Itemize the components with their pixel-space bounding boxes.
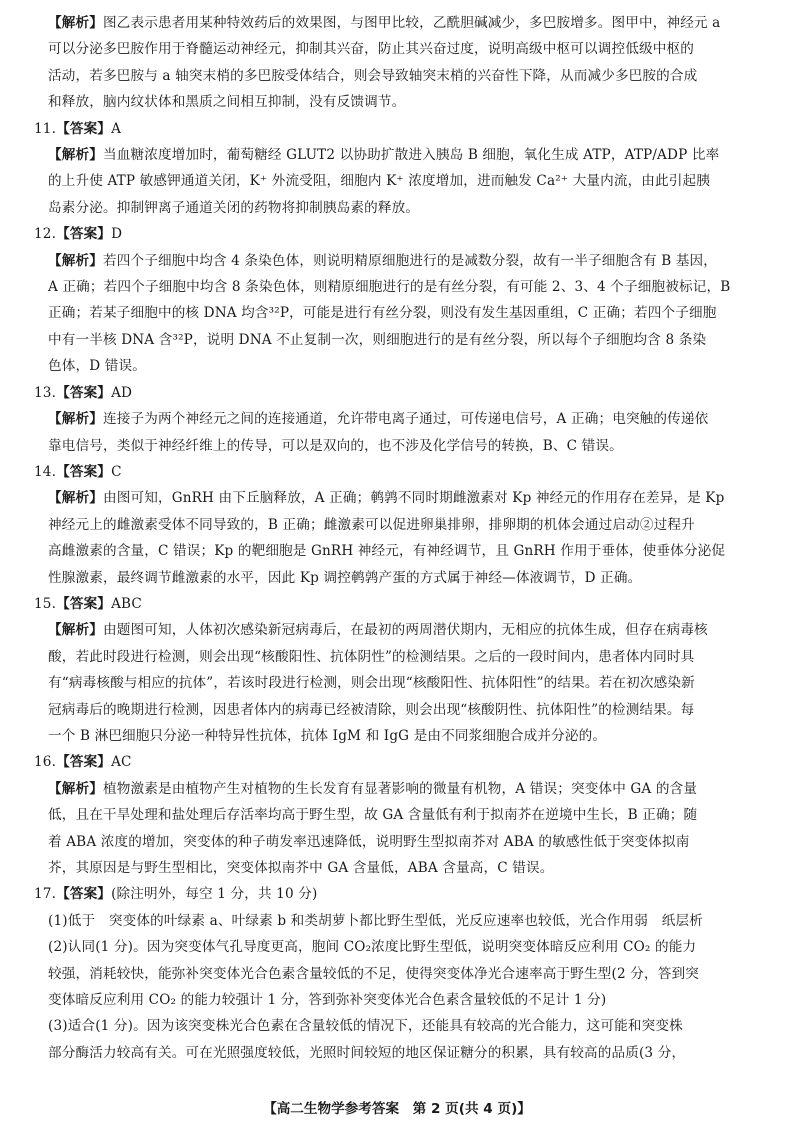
explanation-line: 着 ABA 浓度的增加，突变体的种子萌发率迅速降低，说明野生型拟南芥对 ABA 的敏感性低于突变体拟南 <box>48 833 690 850</box>
answer-tag: 【答案】 <box>56 595 112 612</box>
answer-line <box>34 749 764 775</box>
explanation-text: 植物激素是由植物产生对植物的生长发育有显著影响的微量有机物，A 错误；突变体中 GA 的含量 <box>102 780 698 797</box>
question-number: 15. <box>34 595 57 612</box>
explanation-line: 神经元上的雌激素受体不同导致的，B 正确；雌激素可以促进卵巢排卵，排卵期的机体会通过启动②过程升 <box>48 516 695 533</box>
answer-tag: 【答案】 <box>56 384 112 401</box>
answer-line <box>34 459 764 485</box>
explanation-text: 若四个子细胞中均含 4 条染色体，则说明精原细胞进行的是减数分裂，故有一半子细胞含有 B 基因， <box>102 252 718 269</box>
explanation-line <box>34 406 764 432</box>
sub-answer-line: (3)适合(1 分)。因为该突变株光合色素在含量较低的情况下，还能具有较高的光合能力，这可能和突变株 <box>48 1018 683 1035</box>
answer-value: C <box>111 463 122 480</box>
question-number: 11. <box>34 120 57 137</box>
answer-tag: 【答案】 <box>56 754 112 771</box>
explanation-line: 活动，若多巴胺与 a 轴突末梢的多巴胺受体结合，则会导致轴突末梢的兴奋性下降，从而减少多巴胺的合成 <box>48 67 698 84</box>
explanation-tag: 【解析】 <box>48 490 103 507</box>
answer-line <box>34 591 764 617</box>
explanation-line: 靠电信号，类似于神经纤维上的传导，可以是双向的，也不涉及化学信号的转换，B、C 错误。 <box>48 437 623 454</box>
explanation-line: 岛素分泌。抑制钾离子通道关闭的药物将抑制胰岛素的释放。 <box>48 199 420 216</box>
question-number: 16. <box>34 754 57 771</box>
answer-tag: 【答案】 <box>56 463 112 480</box>
question-number: 14. <box>34 463 57 480</box>
explanation-line: 的上升使 ATP 敏感钾通道关闭，K⁺ 外流受阻，细胞内 K⁺ 浓度增加，进而触发 Ca²⁺ 大量内流，由此引起胰 <box>48 173 711 190</box>
explanation-tag: 【解析】 <box>48 147 103 164</box>
explanation-text: 连接子为两个神经元之间的连接通道，允许带电离子通过，可传递电信号，A 正确；电突触的传递依 <box>102 411 709 428</box>
question-number: 13. <box>34 384 57 401</box>
page-content <box>34 10 764 1066</box>
explanation-line <box>34 10 764 36</box>
explanation-tag: 【解析】 <box>48 780 103 797</box>
sub-answer-line: (2)认同(1 分)。因为突变体气孔导度更高，胞间 CO₂浓度比野生型低，说明突变体暗反应利用 CO₂ 的能力 <box>48 939 697 956</box>
explanation-line <box>34 248 764 274</box>
explanation-line: 高雌激素的含量，C 错误；Kp 的靶细胞是 GnRH 神经元，有神经调节，且 GnRH 作用于垂体，使垂体分泌促 <box>48 543 726 560</box>
answer-tag: 【答案】 <box>56 886 112 903</box>
explanation-line: 正确；若某子细胞中的核 DNA 均含³²P，可能是进行有丝分裂，则没有发生基因重组，C 正确；若四个子细胞 <box>48 305 717 322</box>
explanation-line: 性腺激素，最终调节雌激素的水平，因此 Kp 调控鹌鹑产蛋的方式属于神经—体液调节，D 正确。 <box>48 569 642 586</box>
question-number: 17. <box>34 886 57 903</box>
sub-answer-line: 变体暗反应利用 CO₂ 的能力较强计 1 分，答到弥补突变体光合色素含量较低的不足计 1 分) <box>48 992 607 1009</box>
explanation-line: 低，且在干旱处理和盐处理后存活率均高于野生型，故 GA 含量低有利于拟南芥在逆境中生长，B 正确；随 <box>48 807 698 824</box>
explanation-line <box>34 617 764 643</box>
explanation-line <box>34 776 764 802</box>
page-footer: 【高二生物学参考答案 第 2 页(共 4 页)】 <box>263 1101 531 1117</box>
answer-tag: 【答案】 <box>56 120 112 137</box>
explanation-line: A 正确；若四个子细胞中均含 8 条染色体，则精原细胞进行的是有丝分裂，有可能 2、3、4 个子细胞被标记，B <box>48 279 731 296</box>
explanation-text: 由题图可知，人体初次感染新冠病毒后，在最初的两周潜伏期内，无相应的抗体生成，但存在病毒核 <box>102 622 708 639</box>
explanation-line: 冠病毒后的晚期进行检测，因患者体内的病毒已经被清除，则会出现“核酸阴性、抗体阳性”的检测结果。每 <box>48 701 695 718</box>
answer-value: ABC <box>111 595 142 612</box>
question-number: 12. <box>34 226 57 243</box>
answer-value: (除注明外，每空 1 分，共 10 分) <box>111 886 318 903</box>
explanation-tag: 【解析】 <box>48 252 103 269</box>
answer-value: AD <box>111 384 133 401</box>
explanation-text: 由图可知，GnRH 由下丘脑释放，A 正确；鹌鹑不同时期雌激素对 Kp 神经元的作用存在差异，是 Kp <box>102 490 725 507</box>
explanation-line: 和释放，脑内纹状体和黑质之间相互抑制，没有反馈调节。 <box>48 94 406 111</box>
answer-value: A <box>111 120 122 137</box>
answer-value: D <box>111 226 123 243</box>
answer-line <box>34 380 764 406</box>
explanation-tag: 【解析】 <box>48 622 103 639</box>
answer-tag: 【答案】 <box>56 226 112 243</box>
sub-answer-line: 较强，消耗较快，能弥补突变体光合色素含量较低的不足，使得突变体净光合速率高于野生型(2 分，答到突 <box>48 965 699 982</box>
explanation-line: 芥，其原因是与野生型相比，突变体拟南芥中 GA 含量低，ABA 含量高，C 错误。 <box>48 860 554 876</box>
answer-line <box>34 881 764 907</box>
sub-answer-line: (1)低于 突变体的叶绿素 a、叶绿素 b 和类胡萝卜都比野生型低，光反应速率也较低，光合作用弱 纸层析 <box>48 912 703 929</box>
explanation-line: 色体，D 错误。 <box>48 358 146 375</box>
explanation-line: 有“病毒核酸与相应的抗体”，若该时段进行检测，则会出现“核酸阳性、抗体阳性”的结果。若在初次感染新 <box>48 675 695 692</box>
explanation-tag: 【解析】 <box>48 15 103 31</box>
explanation-text: 图乙表示患者用某种特效药后的效果图，与图甲比较，乙酰胆碱减少，多巴胺增多。图甲中，神经元 a <box>102 15 721 31</box>
sub-answer-line: 部分酶活力较高有关。可在光照强度较低，光照时间较短的地区保证糖分的积累，具有较高的品质(3 分， <box>48 1044 686 1061</box>
answer-line <box>34 221 764 247</box>
explanation-text: 当血糖浓度增加时，葡萄糖经 GLUT2 以协助扩散进入胰岛 B 细胞，氧化生成 ATP，ATP/ADP 比率 <box>102 147 720 164</box>
explanation-line <box>34 142 764 168</box>
explanation-line: 中有一半核 DNA 含³²P，说明 DNA 不止复制一次，则细胞进行的是有丝分裂，所以每个子细胞均含 8 条染 <box>48 331 707 348</box>
answer-value: AC <box>111 754 132 771</box>
explanation-line: 一个 B 淋巴细胞只分泌一种特异性抗体，抗体 IgM 和 IgG 是由不同浆细胞合成并分泌的。 <box>48 727 607 744</box>
explanation-line <box>34 485 764 511</box>
explanation-line: 酸，若此时段进行检测，则会出现“核酸阳性、抗体阴性”的检测结果。之后的一段时间内，患者体内同时具 <box>48 648 695 665</box>
explanation-tag: 【解析】 <box>48 411 103 428</box>
explanation-line: 可以分泌多巴胺作用于脊髓运动神经元，抑制其兴奋，防止其兴奋过度，说明高级中枢可以调控低级中枢的 <box>48 41 694 58</box>
answer-line <box>34 116 764 142</box>
